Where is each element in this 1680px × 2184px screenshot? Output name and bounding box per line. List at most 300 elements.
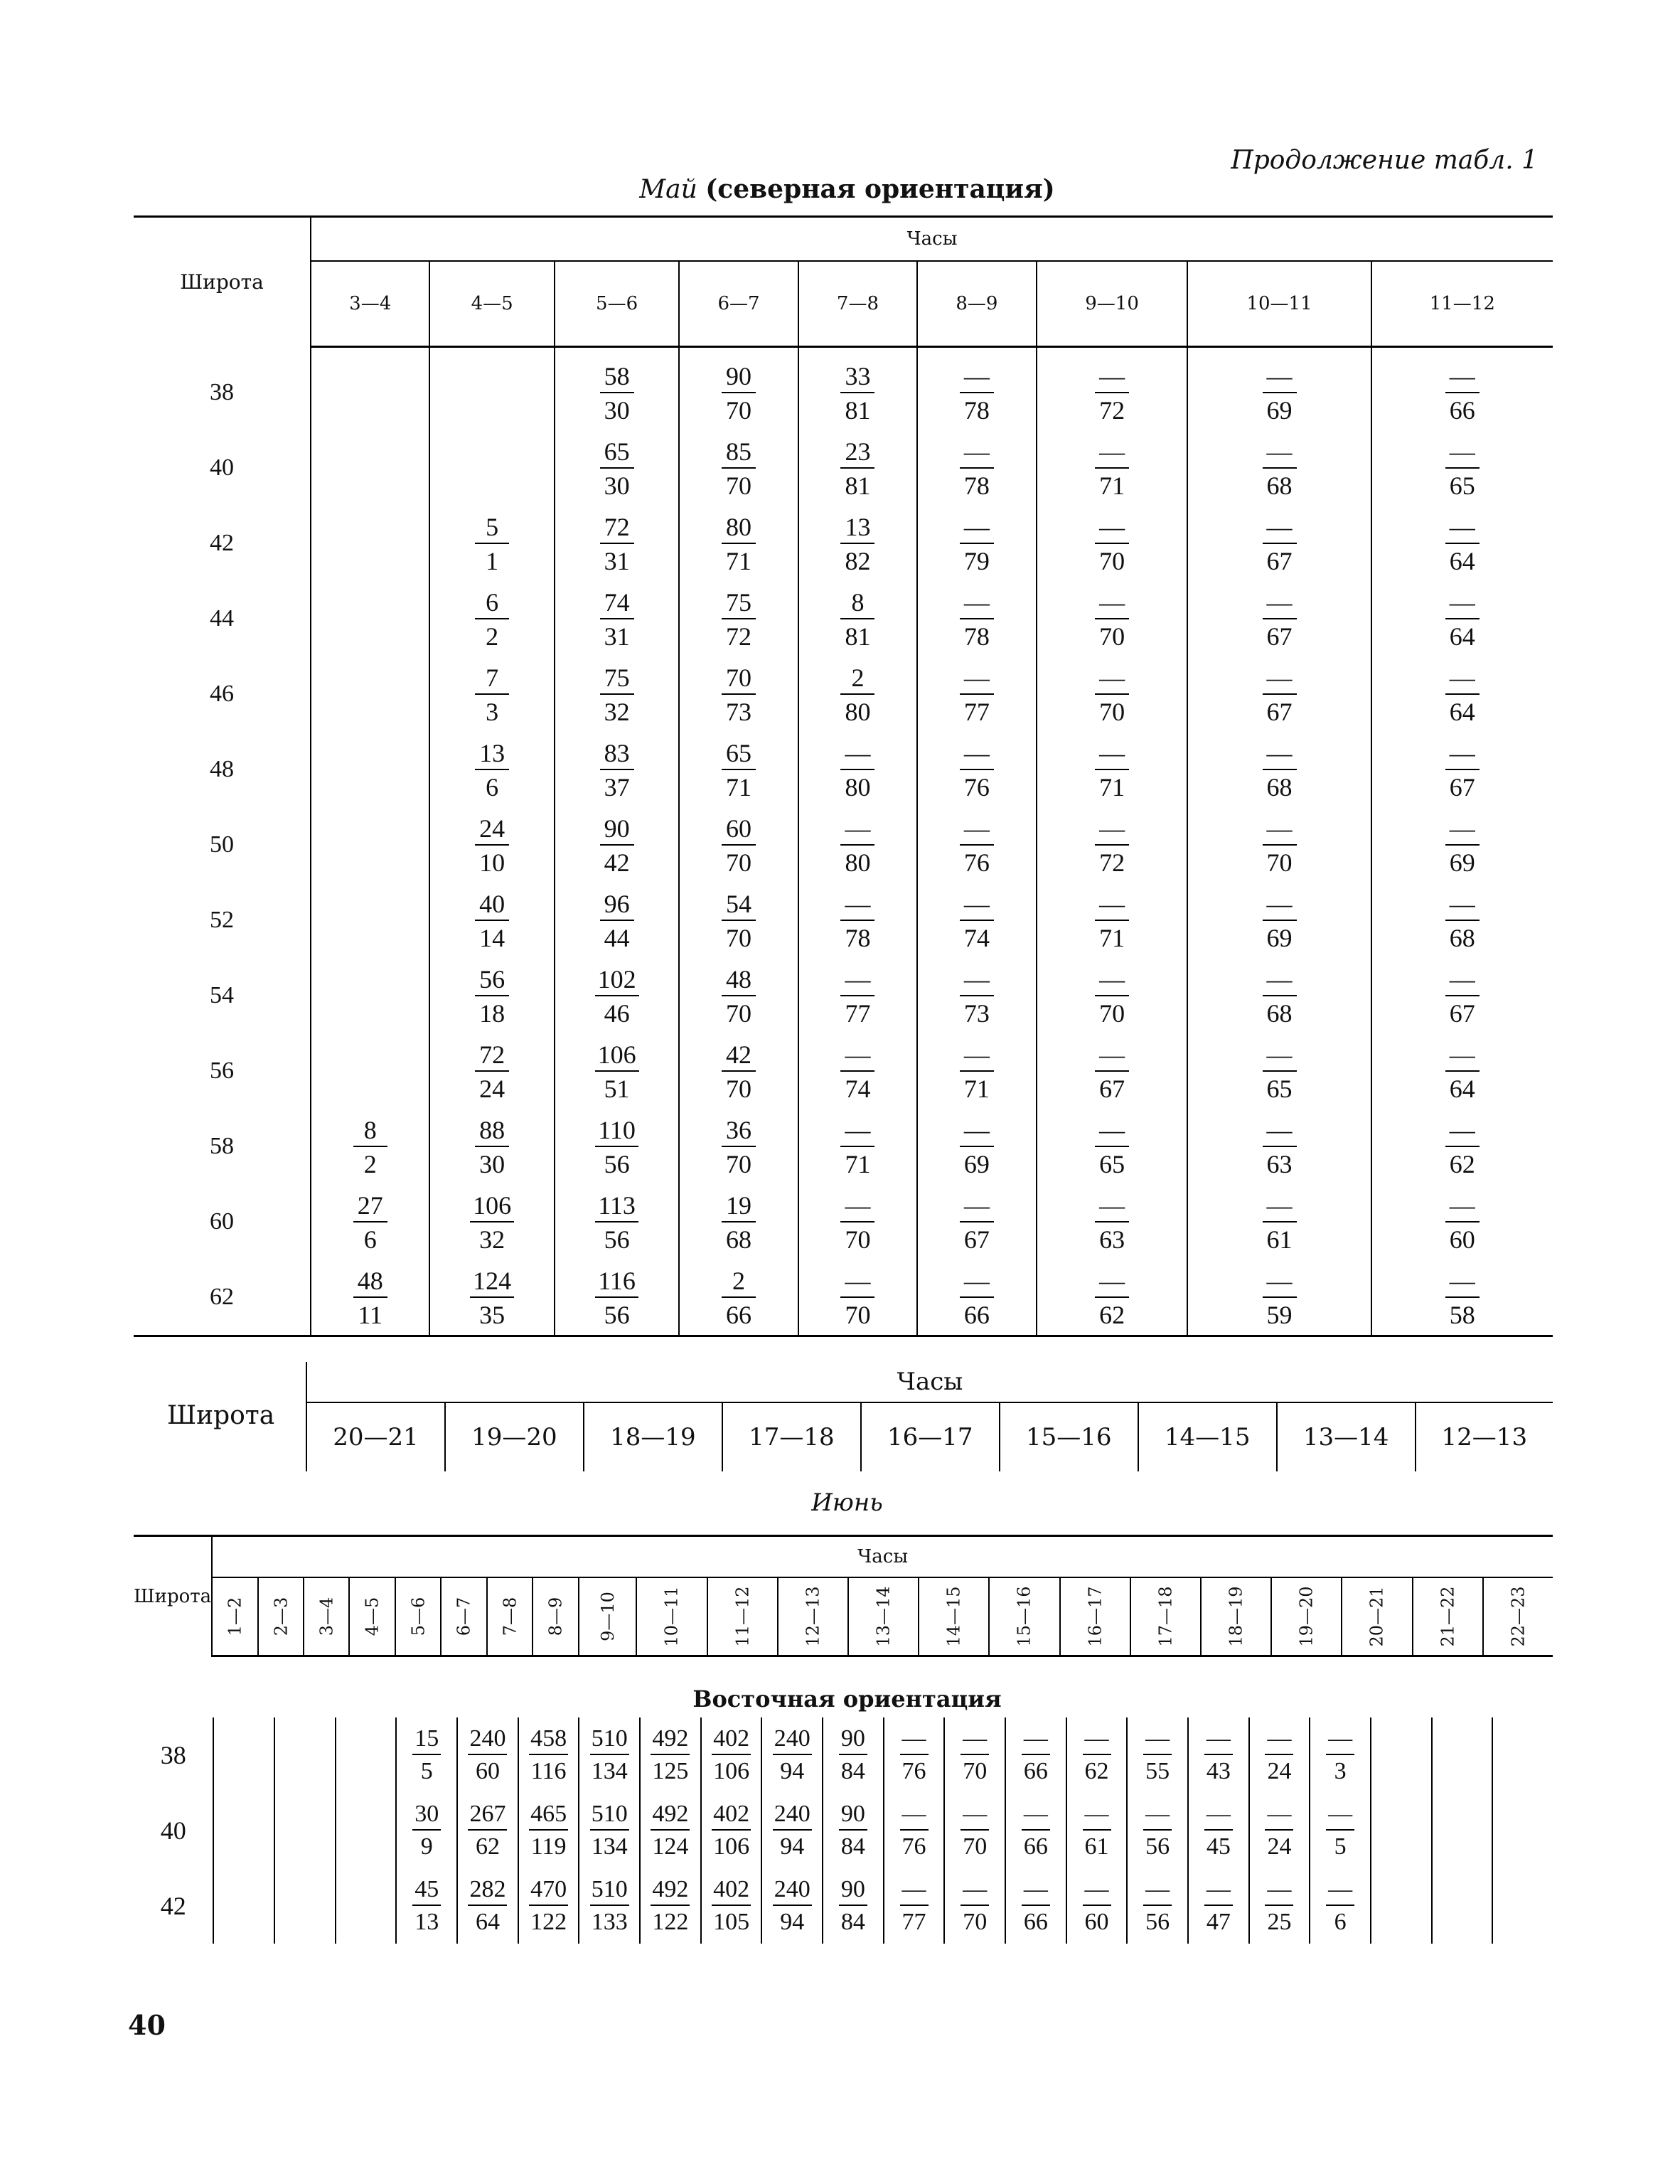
fraction-value [840,363,874,423]
fraction-value [961,1802,989,1859]
value-cell [798,355,917,430]
value-cell [1371,958,1553,1033]
fraction-denominator: 69 [963,1149,990,1178]
value-cell [1371,355,1553,430]
fraction-denominator: 69 [1266,923,1293,952]
may-hour-range: 5—6 [555,261,679,347]
may-footer-hour-range: 20—21 [306,1402,445,1471]
value-cell [1037,732,1188,807]
value-cell [429,355,554,430]
fraction-numerator: — [960,1193,994,1222]
may-footer-latitude-header: Широта [167,1401,275,1430]
june-table-row [134,1868,1553,1944]
june-hour-range-label: 6—7 [454,1597,474,1636]
fraction-value [1143,1877,1172,1934]
fraction-numerator: — [1265,1727,1293,1755]
value-cell [1187,1184,1371,1259]
fraction-numerator: 60 [722,816,756,846]
fraction-denominator: 67 [963,1225,990,1254]
fraction-value [960,363,994,423]
value-cell [457,1868,518,1944]
fraction-denominator: 70 [726,1149,752,1178]
value-cell [1187,1033,1371,1109]
fraction-denominator: 32 [604,697,630,726]
fraction-numerator: — [1445,439,1480,469]
fraction-numerator: 110 [595,1117,638,1147]
june-hour-range [487,1577,533,1656]
fraction-numerator: 113 [595,1193,638,1222]
fraction-denominator: 64 [1449,546,1475,575]
fraction-denominator: 71 [726,772,752,801]
fraction-value [722,891,756,951]
fraction-denominator: 74 [963,923,990,952]
fraction-denominator: 3 [1334,1758,1347,1784]
fraction-numerator: 510 [590,1802,629,1831]
fraction-numerator: — [961,1877,989,1906]
fraction-value [840,439,874,499]
value-cell [917,1033,1036,1109]
fraction-denominator: 30 [604,471,630,500]
value-cell [396,1793,457,1868]
june-hour-range [1271,1577,1342,1656]
fraction-numerator: 88 [475,1117,509,1147]
fraction-value [475,665,509,725]
fraction-numerator: 74 [600,590,634,619]
fraction-denominator: 59 [1266,1300,1293,1329]
fraction-value [1095,966,1129,1026]
fraction-value [1095,587,1129,651]
fraction-numerator: — [1204,1727,1233,1755]
value-cell [1037,1033,1188,1109]
fraction-numerator: 23 [840,439,874,469]
fraction-denominator: 42 [604,848,630,877]
fraction-numerator: — [1445,891,1480,921]
fraction-denominator: 11 [358,1300,383,1329]
june-east-table [134,1717,1553,1944]
value-cell [701,1868,762,1944]
fraction-value [475,891,509,951]
fraction-denominator: 18 [479,998,505,1028]
fraction-denominator: 35 [479,1300,505,1329]
value-cell [1127,1793,1188,1868]
fraction-denominator: 76 [963,848,990,877]
value-cell [917,958,1036,1033]
june-table-row [134,1793,1553,1868]
fraction-numerator: 510 [590,1877,629,1906]
fraction-numerator: — [960,740,994,770]
value-cell [1005,1793,1066,1868]
value-cell [311,732,429,807]
may-hour-ranges-row [134,261,1553,347]
value-cell [457,1717,518,1793]
fraction-denominator: 72 [1099,848,1125,877]
fraction-denominator: 62 [475,1833,500,1860]
june-east-table-body [134,1717,1553,1944]
fraction-value [1204,1727,1233,1784]
fraction-denominator: 70 [963,1909,988,1935]
fraction-value [1263,439,1297,499]
fraction-denominator: 66 [963,1300,990,1329]
value-cell [1432,1868,1493,1944]
fraction-value [470,1268,514,1328]
value-cell [1371,1259,1553,1336]
fraction-denominator: 119 [530,1833,567,1860]
fraction-value [595,1042,639,1102]
fraction-value [960,1117,994,1177]
june-latitude-header: Широта [134,1536,212,1656]
value-cell [917,1109,1036,1184]
june-hour-range-label: 2—3 [270,1597,291,1636]
fraction-numerator: — [1095,1117,1129,1147]
fraction-value [1326,1802,1354,1859]
fraction-value [651,1802,690,1859]
june-hour-range [919,1577,989,1656]
fraction-numerator: — [1083,1877,1111,1906]
fraction-denominator: 65 [1266,1074,1293,1103]
june-hour-range-label: 20—21 [1367,1586,1388,1647]
fraction-value [529,1802,568,1859]
fraction-value [773,1877,812,1934]
fraction-denominator: 78 [963,622,990,651]
fraction-numerator: 6 [475,590,509,619]
fraction-numerator: 240 [773,1802,812,1831]
fraction-numerator: 106 [595,1042,639,1072]
may-hour-range: 7—8 [798,261,917,347]
fraction-value [960,816,994,875]
fraction-numerator: — [1204,1877,1233,1906]
fraction-denominator: 65 [1449,471,1475,500]
fraction-numerator: 85 [722,439,756,469]
fraction-denominator: 37 [604,772,630,801]
value-cell [1037,1259,1188,1336]
may-title [0,174,1680,204]
fraction-denominator: 84 [840,1758,865,1784]
may-footer-hour-range: 16—17 [861,1402,1000,1471]
fraction-numerator: — [1083,1802,1111,1831]
value-cell [1371,581,1553,656]
fraction-value [595,1190,638,1254]
fraction-numerator: — [1022,1802,1050,1831]
value-cell [798,1033,917,1109]
fraction-value [1083,1802,1111,1859]
fraction-value [468,1727,507,1784]
may-latitude-header: Широта [134,217,311,347]
spacer-cell [1371,347,1553,356]
fraction-value [475,966,509,1026]
fraction-denominator: 2 [363,1149,377,1178]
fraction-denominator: 76 [963,772,990,801]
fraction-numerator: 492 [651,1727,690,1755]
may-hours-header: Часы [311,217,1553,262]
may-footer-hour-range: 19—20 [445,1402,584,1471]
value-cell [429,656,554,732]
fraction-numerator: 36 [722,1117,756,1147]
fraction-numerator: 492 [651,1802,690,1831]
fraction-value [590,1727,629,1784]
fraction-value [1445,816,1480,875]
may-table-row [134,1259,1553,1336]
may-table-row [134,656,1553,732]
east-orientation-title: Восточная ориентация [692,1685,1002,1712]
fraction-denominator: 58 [1449,1300,1475,1329]
value-cell [1187,1109,1371,1184]
fraction-denominator: 25 [1267,1909,1292,1935]
fraction-value [840,1268,874,1328]
fraction-numerator: — [960,816,994,846]
june-hour-range [212,1577,257,1656]
june-table-row [134,1717,1553,1793]
value-cell [884,1868,945,1944]
fraction-denominator: 62 [1099,1300,1125,1329]
may-spacer-row [134,347,1553,356]
value-cell [429,958,554,1033]
june-hour-range-label: 11—12 [732,1586,753,1647]
june-hour-range-label: 15—16 [1014,1586,1034,1647]
fraction-denominator: 74 [845,1074,871,1103]
fraction-denominator: 62 [1449,1149,1475,1178]
value-cell [1037,430,1188,506]
fraction-numerator: — [1445,665,1480,695]
fraction-value [1083,1877,1111,1934]
fraction-numerator: 90 [722,363,756,393]
may-hour-range: 9—10 [1037,261,1188,347]
value-cell [823,1717,884,1793]
fraction-numerator: — [1263,439,1297,469]
may-table-row [134,732,1553,807]
latitude-cell: 58 [210,1133,234,1159]
value-cell [336,1717,397,1793]
fraction-value [1263,740,1297,800]
fraction-denominator: 63 [1266,1149,1293,1178]
fraction-value [1445,439,1480,499]
fraction-numerator: — [1445,1042,1480,1072]
fraction-numerator: — [1445,590,1480,619]
fraction-value [590,1802,629,1859]
fraction-numerator: — [840,816,874,846]
fraction-value [1095,665,1129,725]
fraction-value [412,1802,441,1859]
fraction-denominator: 44 [604,923,630,952]
june-hour-range [1060,1577,1130,1656]
fraction-numerator: — [1143,1877,1172,1906]
value-cell [429,1033,554,1109]
value-cell [1371,1184,1553,1259]
value-cell [429,506,554,581]
value-cell [1187,1259,1371,1336]
fraction-denominator: 60 [475,1758,500,1784]
value-cell [917,656,1036,732]
fraction-numerator: 102 [595,966,639,996]
fraction-denominator: 13 [414,1909,439,1935]
fraction-numerator: — [1263,665,1297,695]
fraction-denominator: 47 [1206,1909,1231,1935]
value-cell [213,1868,274,1944]
value-cell [679,656,798,732]
may-footer-hour-range: 14—15 [1138,1402,1277,1471]
value-cell [1127,1868,1188,1944]
fraction-numerator: — [1143,1802,1172,1831]
value-cell [1371,430,1553,506]
fraction-value [722,514,756,574]
fraction-denominator: 72 [1099,395,1125,425]
fraction-denominator: 51 [604,1074,630,1103]
latitude-cell: 38 [160,1741,186,1769]
fraction-value [590,1877,629,1934]
value-cell [213,1793,274,1868]
value-cell [798,1259,917,1336]
fraction-numerator: 42 [722,1042,756,1072]
fraction-denominator: 67 [1266,546,1293,575]
june-hour-range-label: 16—17 [1085,1586,1106,1647]
spacer-cell [429,347,554,356]
fraction-denominator: 76 [901,1833,926,1860]
value-cell [917,807,1036,883]
fraction-denominator: 70 [1099,697,1125,726]
value-cell [761,1793,823,1868]
fraction-numerator: 116 [595,1268,638,1298]
value-cell [917,732,1036,807]
value-cell [429,1109,554,1184]
may-table [134,215,1553,1337]
value-cell [336,1793,397,1868]
june-header-table [134,1535,1553,1657]
latitude-cell: 40 [210,454,234,481]
value-cell [1371,506,1553,581]
june-hour-range-label: 1—2 [225,1597,245,1636]
june-hour-range-label: 13—14 [873,1586,894,1647]
value-cell [1187,581,1371,656]
value-cell [1005,1868,1066,1944]
value-cell [1371,1109,1553,1184]
latitude-cell: 40 [160,1816,186,1845]
fraction-value [1445,966,1480,1026]
fraction-denominator: 106 [713,1833,750,1860]
value-cell [555,355,679,430]
fraction-value [840,966,874,1026]
value-cell [917,883,1036,958]
fraction-numerator: 8 [353,1117,387,1147]
fraction-value [1083,1727,1111,1784]
may-table-row [134,506,1553,581]
june-hour-range [1483,1577,1553,1656]
fraction-denominator: 64 [475,1909,500,1935]
fraction-denominator: 55 [1145,1758,1170,1784]
fraction-numerator: 13 [475,740,509,770]
fraction-numerator: 72 [600,514,634,544]
fraction-denominator: 1 [486,546,499,575]
value-cell [555,883,679,958]
fraction-value [712,1877,751,1934]
value-cell [798,958,917,1033]
may-hour-range: 4—5 [429,261,554,347]
latitude-cell: 48 [210,756,234,782]
value-cell [798,1184,917,1259]
fraction-numerator: 83 [600,740,634,770]
fraction-value [1326,1727,1354,1784]
fraction-numerator: 15 [412,1727,441,1755]
value-cell [1066,1793,1128,1868]
may-table-row [134,883,1553,958]
fraction-numerator: 8 [840,590,874,619]
value-cell [701,1717,762,1793]
value-cell [429,430,554,506]
value-cell [917,430,1036,506]
fraction-value [475,587,509,651]
value-cell [917,506,1036,581]
fraction-numerator: — [1095,1268,1129,1298]
fraction-value [353,1268,387,1328]
fraction-value [651,1877,690,1934]
fraction-value [600,816,634,875]
fraction-numerator: 48 [353,1268,387,1298]
fraction-value [412,1727,441,1784]
fraction-value [412,1877,441,1934]
fraction-numerator: 470 [529,1877,568,1906]
may-footer-hour-range: 15—16 [1000,1402,1138,1471]
fraction-denominator: 67 [1266,697,1293,726]
fraction-value [470,1190,514,1254]
fraction-value [468,1802,507,1859]
value-cell [798,807,917,883]
fraction-numerator: 7 [475,665,509,695]
fraction-numerator: 402 [712,1727,751,1755]
may-table-row [134,355,1553,430]
value-cell [1037,807,1188,883]
value-cell [701,1793,762,1868]
fraction-value [960,514,994,574]
may-footer-hours-table [306,1362,1553,1471]
value-cell [311,656,429,732]
fraction-numerator: 58 [600,363,634,393]
latitude-cell: 42 [210,530,234,556]
value-cell [1492,1717,1553,1793]
fraction-value [600,587,634,651]
value-cell [579,1793,640,1868]
fraction-value [353,1117,387,1177]
value-cell [798,883,917,958]
spacer-cell [311,347,429,356]
fraction-denominator: 71 [963,1074,990,1103]
value-cell [555,430,679,506]
fraction-value [475,514,509,574]
fraction-numerator: — [840,740,874,770]
latitude-cell: 46 [210,681,234,707]
fraction-numerator: 90 [839,1802,867,1831]
june-hour-range-label: 14—15 [943,1586,964,1647]
value-cell [555,581,679,656]
fraction-value [475,740,509,800]
june-hour-range [1342,1577,1412,1656]
value-cell [1066,1717,1128,1793]
fraction-denominator: 94 [780,1758,805,1784]
value-cell [1187,883,1371,958]
fraction-value [840,1117,874,1177]
fraction-value [960,587,994,651]
fraction-numerator: 72 [475,1042,509,1072]
value-cell [1037,883,1188,958]
fraction-denominator: 70 [1099,998,1125,1028]
june-hour-range-label: 19—20 [1296,1586,1317,1647]
fraction-denominator: 81 [845,622,871,651]
value-cell [1005,1717,1066,1793]
fraction-denominator: 125 [652,1758,689,1784]
fraction-denominator: 67 [1449,998,1475,1028]
fraction-numerator: 70 [722,665,756,695]
fraction-denominator: 56 [1145,1833,1170,1860]
fraction-numerator: — [960,1042,994,1072]
fraction-value [1263,1190,1297,1254]
fraction-value [960,891,994,951]
